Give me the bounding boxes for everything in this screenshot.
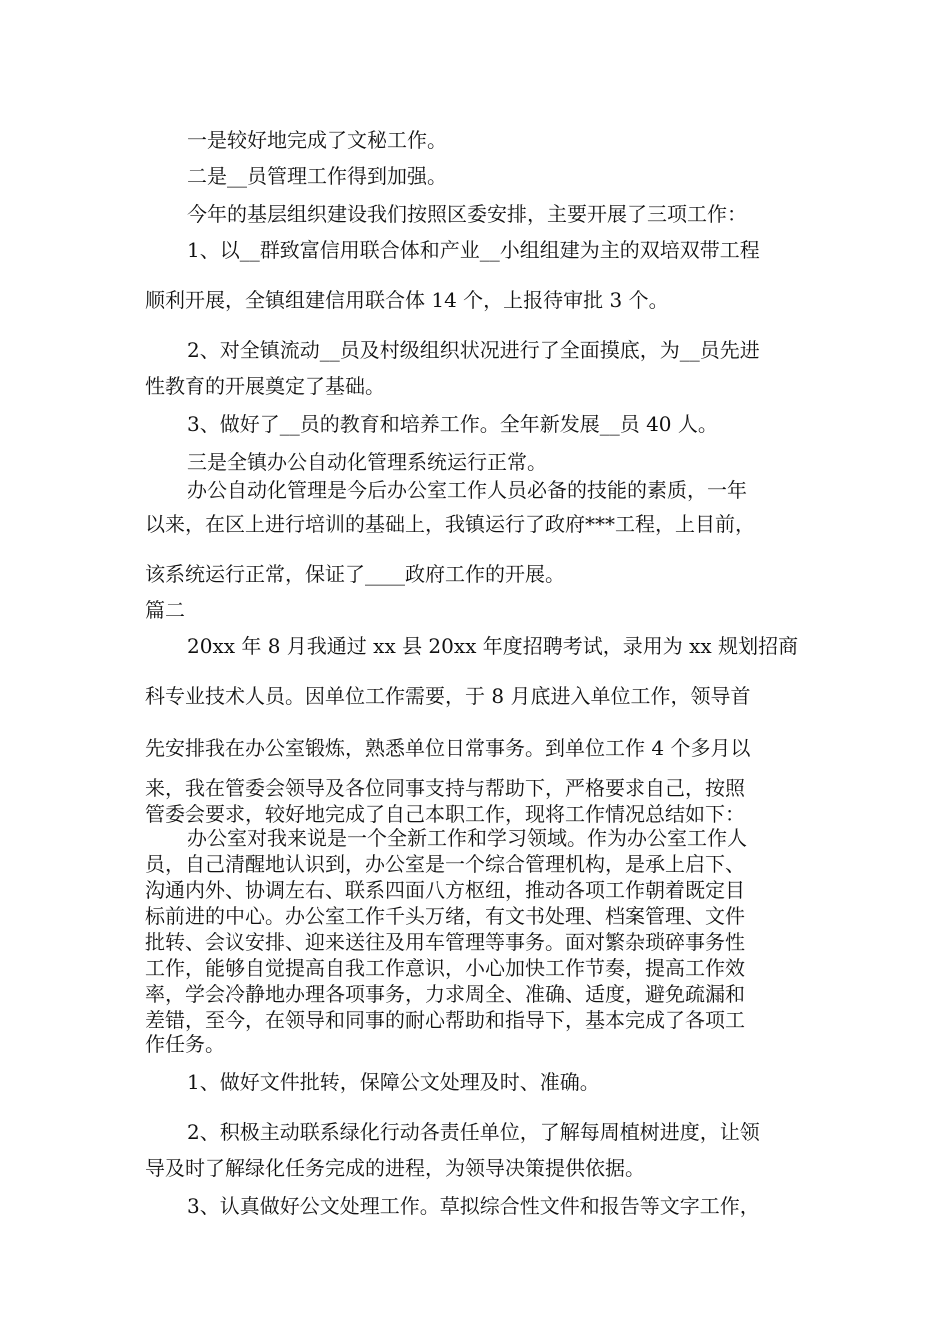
- text-line: 一是较好地完成了文秘工作。: [187, 128, 447, 152]
- text-line: 率，学会冷静地办理各项事务，力求周全、准确、适度，避免疏漏和: [145, 982, 745, 1006]
- text-line: 来，我在管委会领导及各位同事支持与帮助下，严格要求自己，按照: [145, 776, 745, 800]
- text-line: 先安排我在办公室锻炼，熟悉单位日常事务。到单位工作 4 个多月以: [145, 736, 751, 760]
- section-heading: 篇二: [145, 598, 185, 622]
- text-line: 3、认真做好公文处理工作。草拟综合性文件和报告等文字工作，: [187, 1194, 760, 1218]
- text-line: 沟通内外、协调左右、联系四面八方枢纽，推动各项工作朝着既定目: [145, 878, 745, 902]
- text-line: 二是__员管理工作得到加强。: [187, 164, 447, 188]
- text-line: 今年的基层组织建设我们按照区委安排，主要开展了三项工作：: [187, 202, 747, 226]
- text-line: 该系统运行正常，保证了____政府工作的开展。: [145, 562, 565, 586]
- text-line: 顺利开展，全镇组建信用联合体 14 个，上报待审批 3 个。: [145, 288, 669, 312]
- text-line: 导及时了解绿化任务完成的进程，为领导决策提供依据。: [145, 1156, 645, 1180]
- text-line: 批转、会议安排、迎来送往及用车管理等事务。面对繁杂琐碎事务性: [145, 930, 745, 954]
- text-line: 1、做好文件批转，保障公文处理及时、准确。: [187, 1070, 600, 1094]
- text-line: 办公自动化管理是今后办公室工作人员必备的技能的素质，一年: [187, 478, 747, 502]
- text-line: 管委会要求，较好地完成了自己本职工作，现将工作情况总结如下：: [145, 802, 745, 826]
- text-line: 2、积极主动联系绿化行动各责任单位，了解每周植树进度，让领: [187, 1120, 760, 1144]
- text-line: 差错，至今，在领导和同事的耐心帮助和指导下，基本完成了各项工: [145, 1008, 745, 1032]
- text-line: 3、做好了__员的教育和培养工作。全年新发展__员 40 人。: [187, 412, 718, 436]
- text-line: 科专业技术人员。因单位工作需要，于 8 月底进入单位工作，领导首: [145, 684, 751, 708]
- text-line: 20xx 年 8 月我通过 xx 县 20xx 年度招聘考试，录用为 xx 规划招商: [187, 634, 799, 658]
- text-line: 三是全镇办公自动化管理系统运行正常。: [187, 450, 547, 474]
- text-line: 工作，能够自觉提高自我工作意识，小心加快工作节奏，提高工作效: [145, 956, 745, 980]
- text-line: 员，自己清醒地认识到，办公室是一个综合管理机构，是承上启下、: [145, 852, 745, 876]
- text-line: 以来，在区上进行培训的基础上，我镇运行了政府***工程，上目前，: [145, 512, 755, 536]
- text-line: 2、对全镇流动__员及村级组织状况进行了全面摸底，为__员先进: [187, 338, 760, 362]
- text-line: 作任务。: [145, 1032, 225, 1056]
- text-line: 办公室对我来说是一个全新工作和学习领域。作为办公室工作人: [187, 826, 747, 850]
- text-line: 标前进的中心。办公室工作千头万绪，有文书处理、档案管理、文件: [145, 904, 745, 928]
- text-line: 1、以__群致富信用联合体和产业__小组组建为主的双培双带工程: [187, 238, 760, 262]
- text-line: 性教育的开展奠定了基础。: [145, 374, 385, 398]
